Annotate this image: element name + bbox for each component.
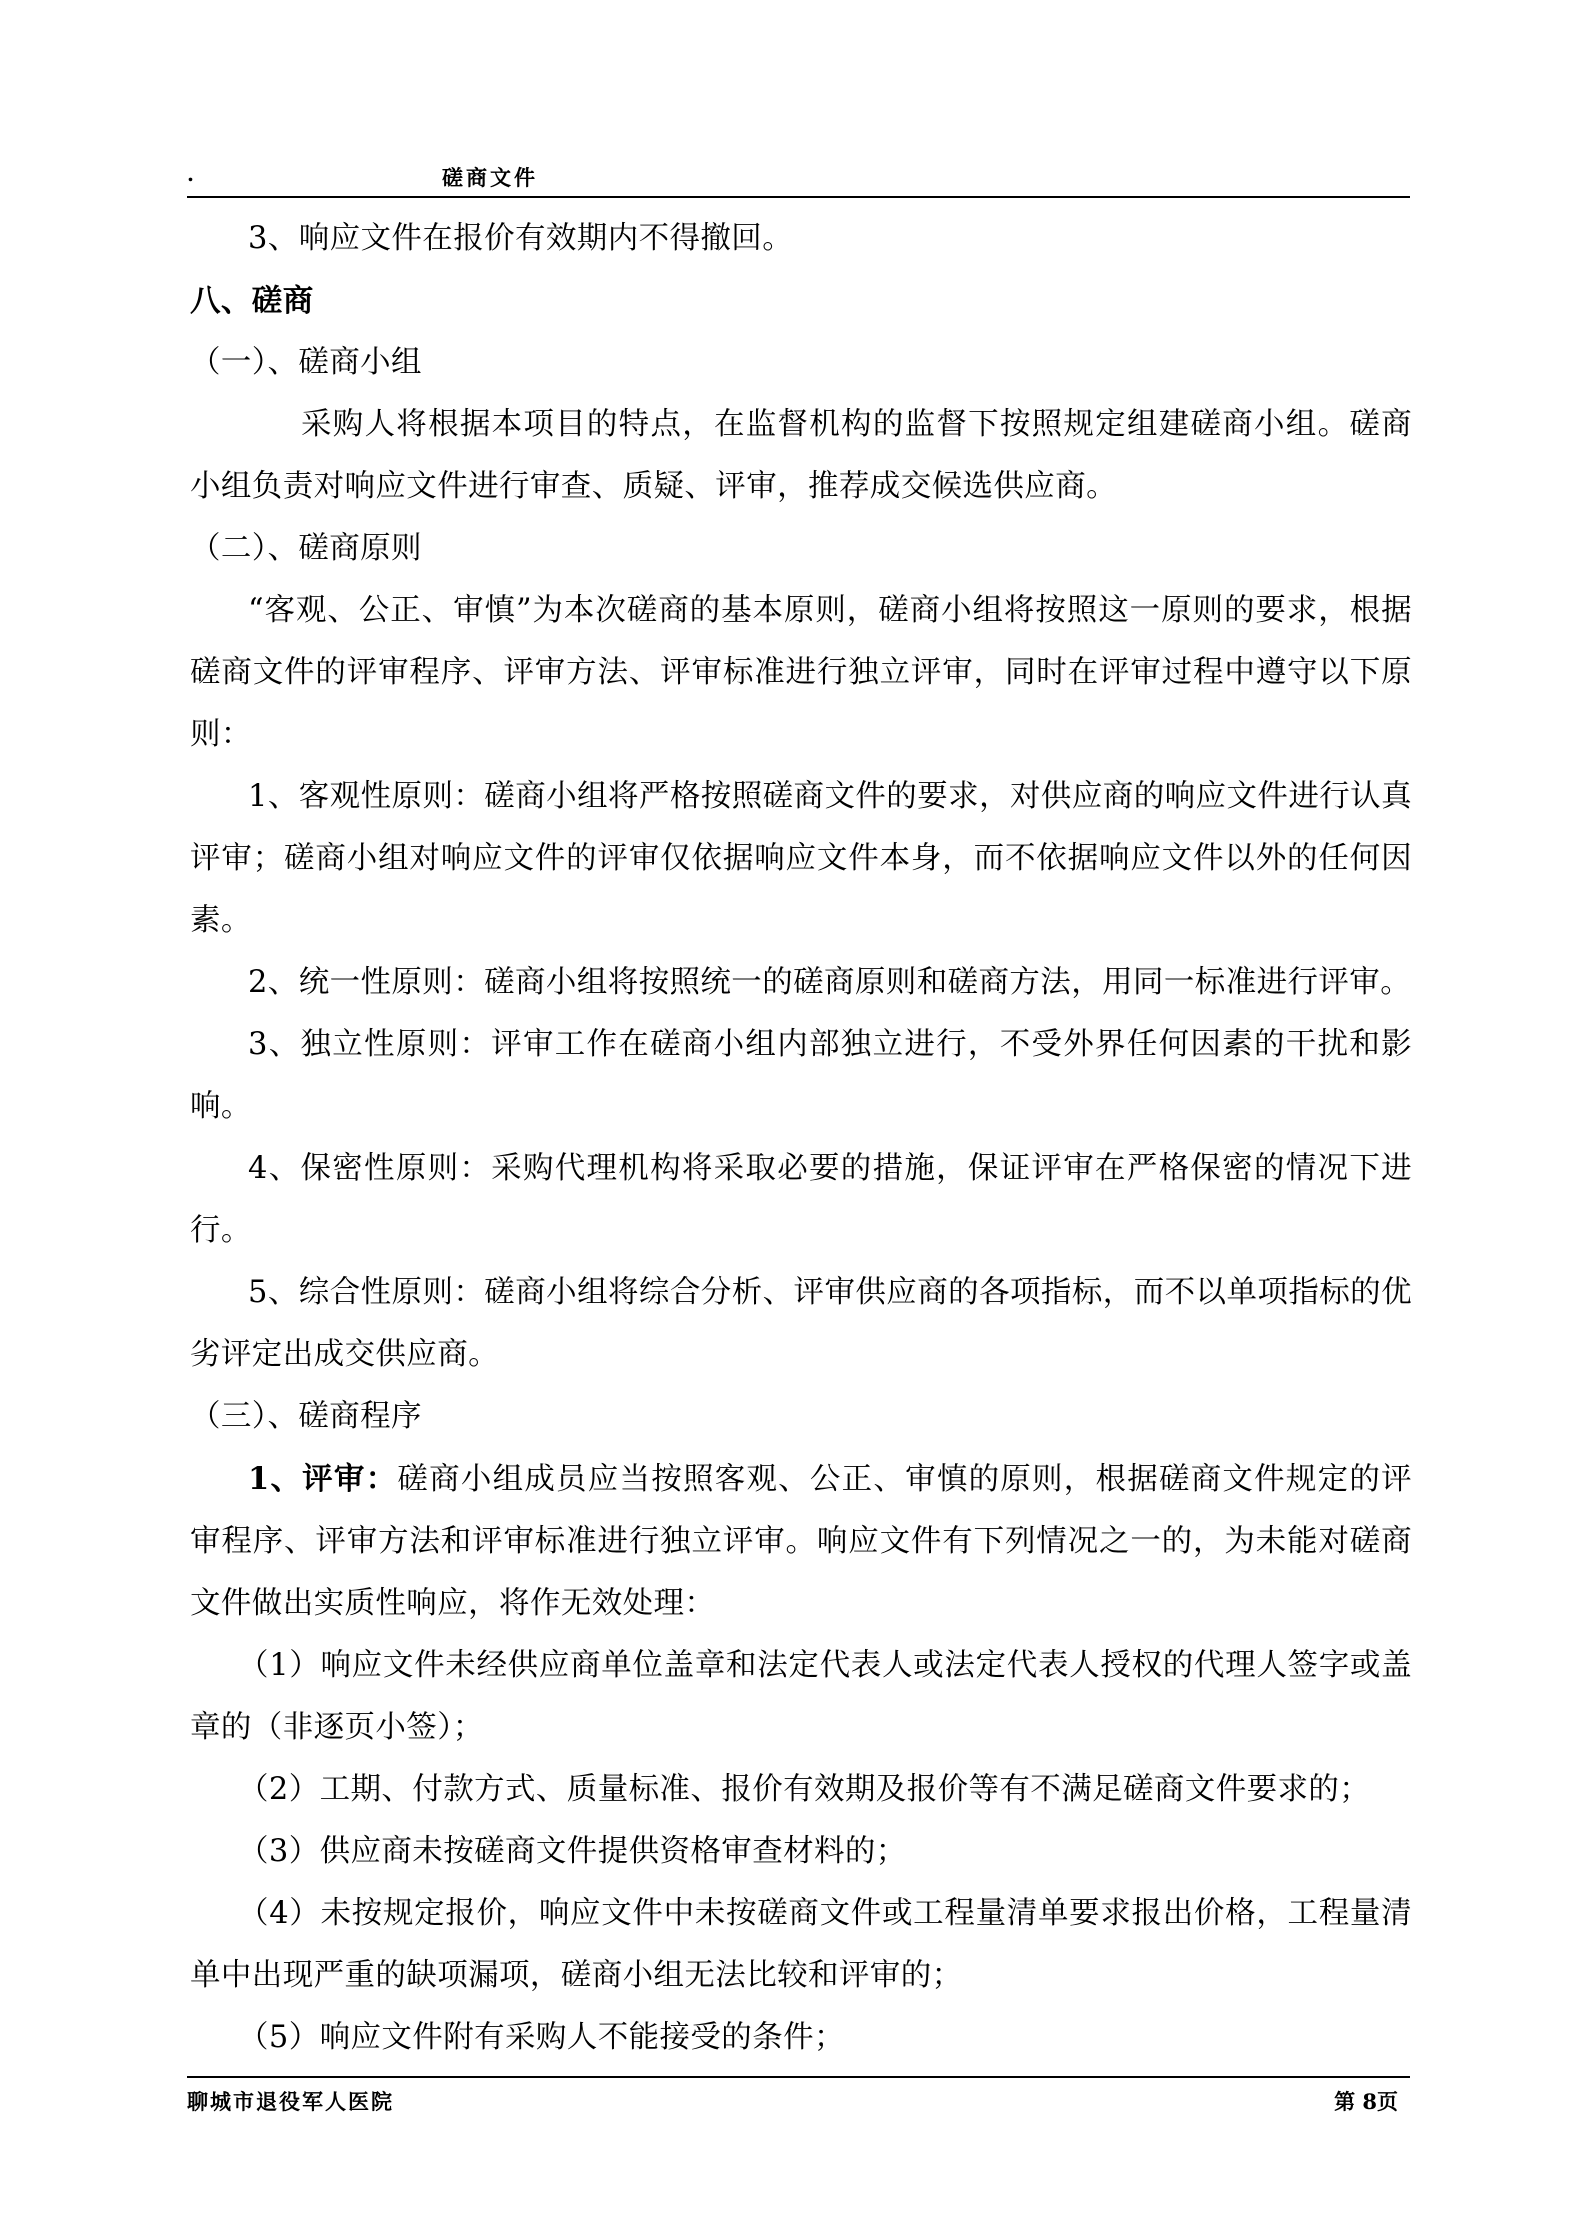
invalid-condition-1: （1）响应文件未经供应商单位盖章和法定代表人或法定代表人授权的代理人签字或盖章的（非逐页小签）； <box>190 1648 1412 1745</box>
paragraph-evaluation <box>190 1448 1412 1635</box>
footer-organization: 聊城市退役军人医院 <box>187 2089 394 2114</box>
subheading-principles: （二）、磋商原则 <box>190 531 422 566</box>
header-marker: . <box>187 162 194 186</box>
invalid-condition-2: （2）工期、付款方式、质量标准、报价有效期及报价等有不满足磋商文件要求的； <box>238 1772 1371 1807</box>
evaluation-lead: 1、评审： <box>248 1461 398 1497</box>
principle-objectivity: 1、客观性原则：磋商小组将严格按照磋商文件的要求，对供应商的响应文件进行认真评审；磋商小组对响应文件的评审仅依据响应文件本身，而不依据响应文件以外的任何因素。 <box>190 779 1412 938</box>
page-footer <box>187 2076 1410 2118</box>
header-doc-title: 磋商文件 <box>442 165 538 190</box>
invalid-condition-3: （3）供应商未按磋商文件提供资格审查材料的； <box>238 1834 907 1869</box>
page-header <box>187 162 1410 198</box>
paragraph-principles-intro: “客观、公正、审慎”为本次磋商的基本原则，磋商小组将按照这一原则的要求，根据磋商文件的评审程序、评审方法、评审标准进行独立评审，同时在评审过程中遵守以下原则： <box>190 593 1412 752</box>
section-heading-8: 八、磋商 <box>190 283 314 319</box>
invalid-condition-4: （4）未按规定报价，响应文件中未按磋商文件或工程量清单要求报出价格，工程量清单中出现严重的缺项漏项，磋商小组无法比较和评审的； <box>190 1896 1412 1993</box>
subheading-panel: （一）、磋商小组 <box>190 345 422 380</box>
document-body <box>190 208 1412 2069</box>
principle-comprehensiveness: 5、综合性原则：磋商小组将综合分析、评审供应商的各项指标，而不以单项指标的优劣评定出成交供应商。 <box>190 1275 1412 1372</box>
clause-withdrawal: 3、响应文件在报价有效期内不得撤回。 <box>248 221 794 256</box>
subheading-procedure: （三）、磋商程序 <box>190 1399 422 1434</box>
invalid-condition-5: （5）响应文件附有采购人不能接受的条件； <box>238 2020 845 2055</box>
principle-uniformity: 2、统一性原则：磋商小组将按照统一的磋商原则和磋商方法，用同一标准进行评审。 <box>248 965 1412 1000</box>
footer-page-number: 第 8页 <box>1334 2089 1398 2114</box>
principle-confidentiality: 4、保密性原则：采购代理机构将采取必要的措施，保证评审在严格保密的情况下进行。 <box>190 1151 1412 1248</box>
principle-independence: 3、独立性原则：评审工作在磋商小组内部独立进行，不受外界任何因素的干扰和影响。 <box>190 1027 1412 1124</box>
evaluation-body: 磋商小组成员应当按照客观、公正、审慎的原则，根据磋商文件规定的评审程序、评审方法和评审标准进行独立评审。响应文件有下列情况之一的，为未能对磋商文件做出实质性响应，将作无效处理： <box>190 1462 1412 1621</box>
paragraph-panel: 采购人将根据本项目的特点，在监督机构的监督下按照规定组建磋商小组。磋商小组负责对响应文件进行审查、质疑、评审，推荐成交候选供应商。 <box>190 407 1412 504</box>
